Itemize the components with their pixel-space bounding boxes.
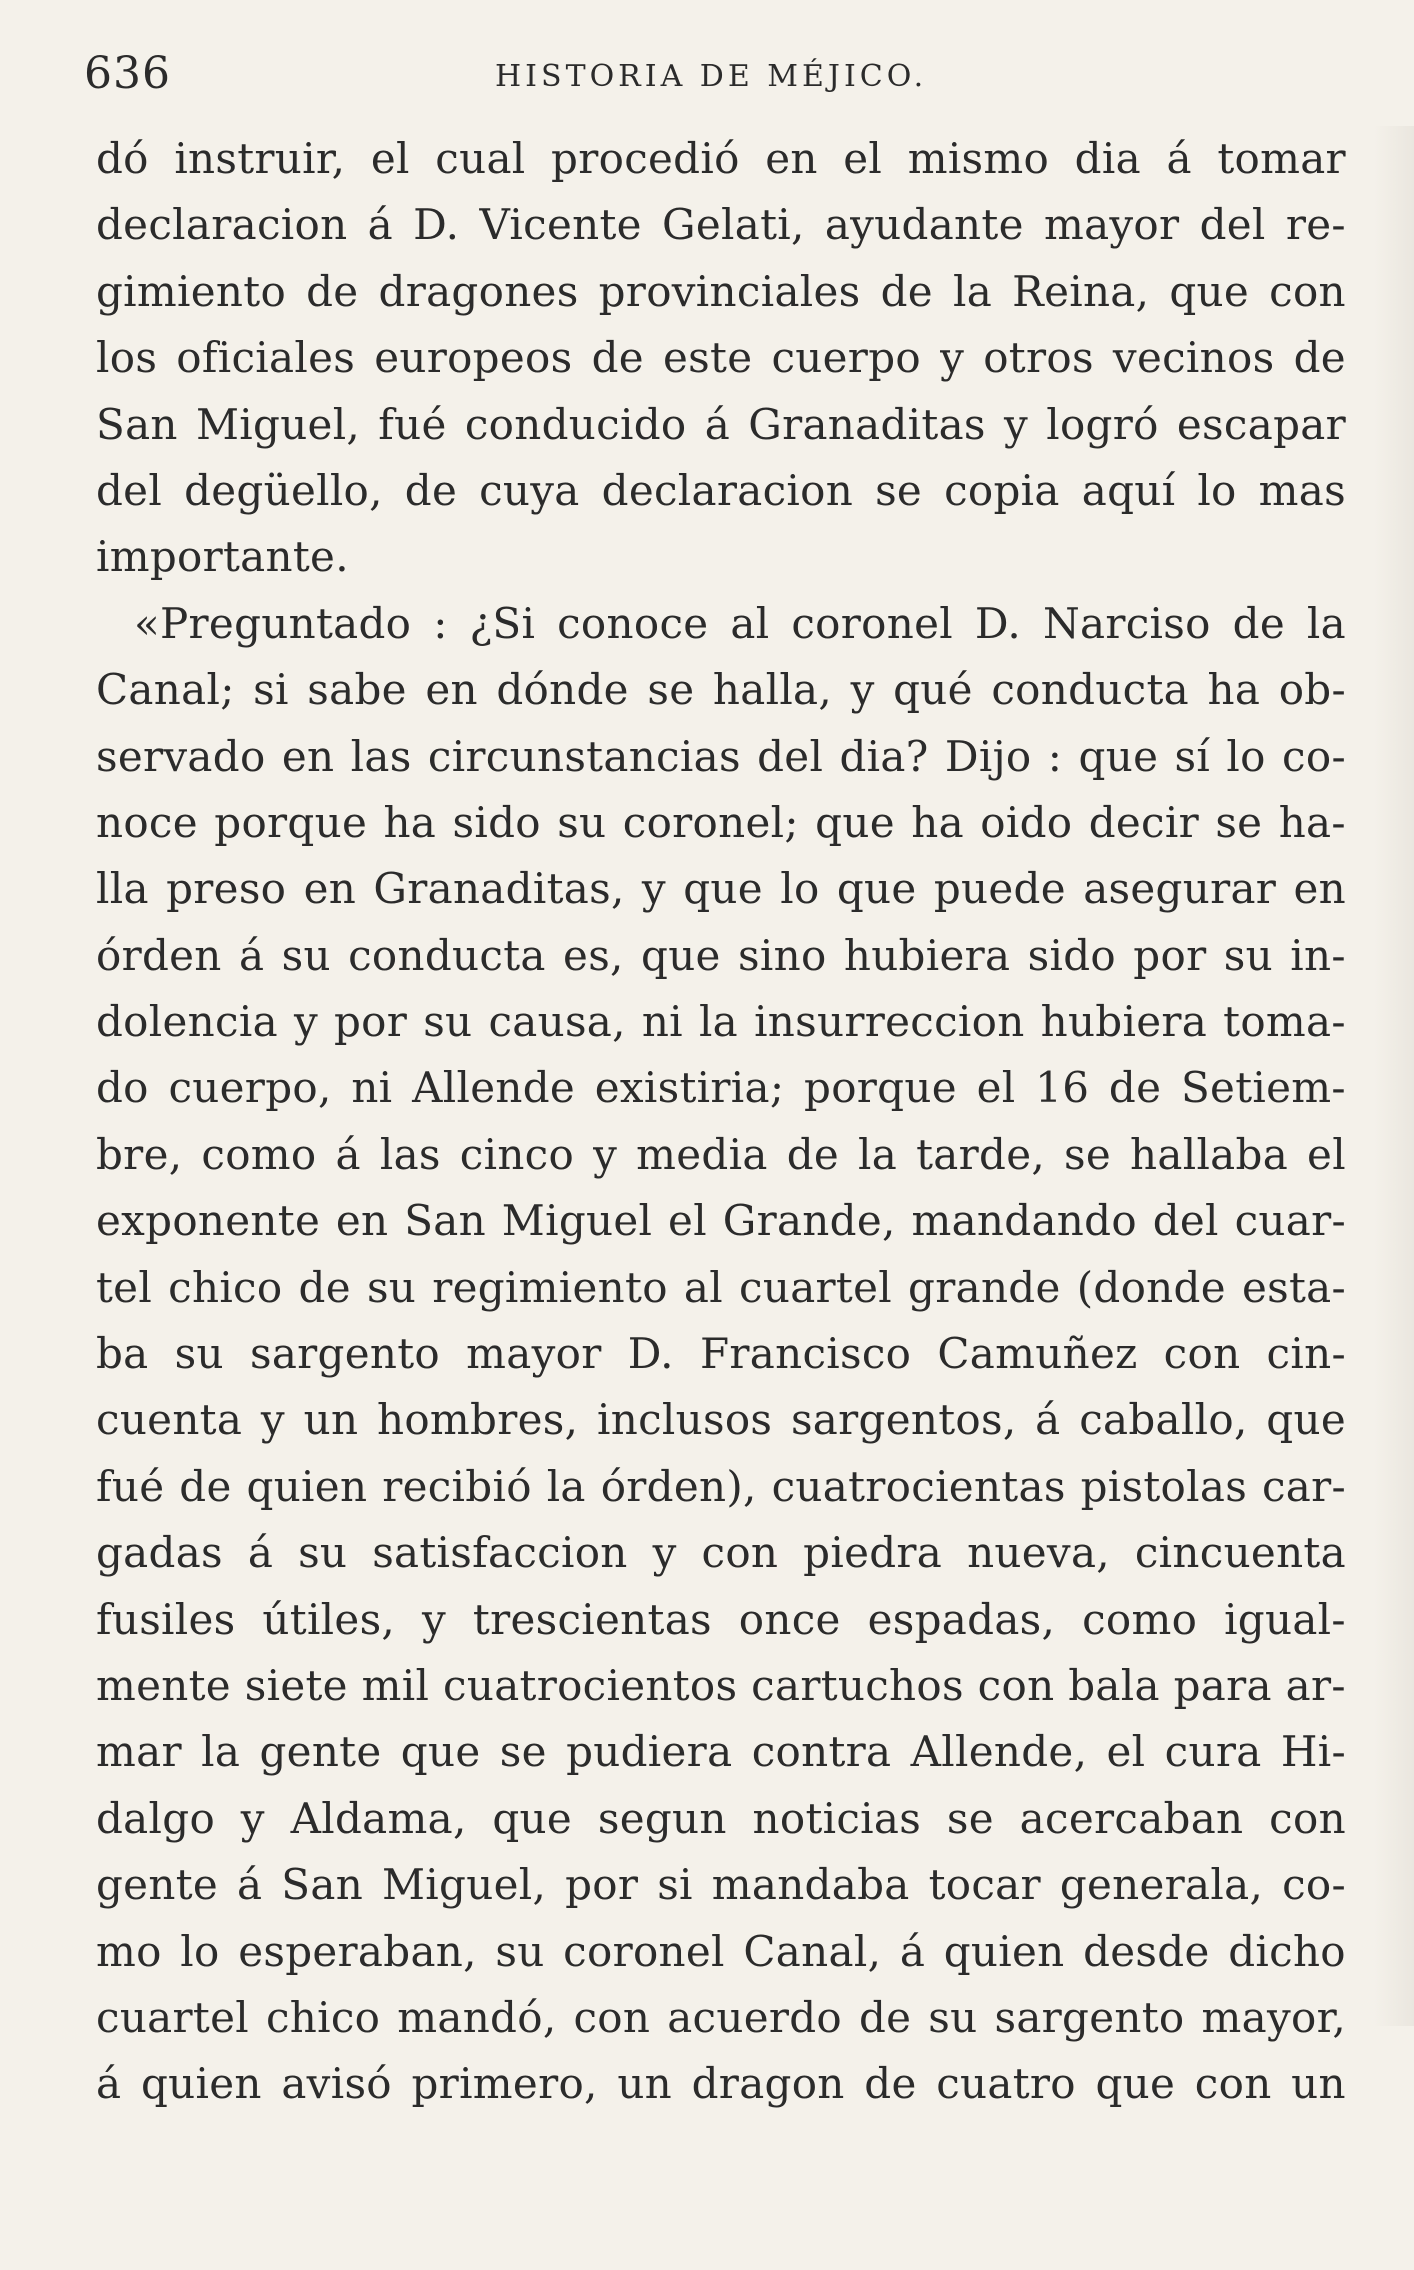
text-line: San Miguel, fué conducido á Granaditas y logró escapar [96,399,1346,449]
text-line: exponente en San Miguel el Grande, mandando del cuar- [96,1196,1346,1246]
text-line: tel chico de su regimiento al cuartel grande (donde esta- [96,1262,1346,1312]
page-number: 636 [84,48,171,99]
text-line: declaracion á D. Vicente Gelati, ayudante mayor del re- [96,200,1346,250]
text-line: á quien avisó primero, un dragon de cuatro que con un [96,2059,1346,2109]
text-line: los oficiales europeos de este cuerpo y otros vecinos de [96,333,1346,383]
text-line: servado en las circunstancias del dia? Dijo : que sí lo co- [96,731,1346,781]
text-line: dalgo y Aldama, que segun noticias se acercaban con [96,1793,1346,1843]
text-line: órden á su conducta es, que sino hubiera sido por su in- [96,930,1346,980]
text-line: fusiles útiles, y trescientas once espadas, como igual- [96,1594,1346,1644]
text-line: ba su sargento mayor D. Francisco Camuñez con cin- [96,1329,1346,1379]
page-header [0,0,1414,130]
text-line: «Preguntado : ¿Si conoce al coronel D. Narciso de la [134,598,1346,648]
text-line: bre, como á las cinco y media de la tarde, se hallaba el [96,1129,1346,1179]
text-line: do cuerpo, ni Allende existiria; porque el 16 de Setiem- [96,1063,1346,1113]
page-edge-shadow [1374,126,1414,2026]
text-line: cuartel chico mandó, con acuerdo de su sargento mayor, [96,1992,1346,2042]
text-line: gimiento de dragones provinciales de la Reina, que con [96,266,1346,316]
text-line: noce porque ha sido su coronel; que ha oido decir se ha- [96,797,1346,847]
text-line: gente á San Miguel, por si mandaba tocar generala, co- [96,1860,1346,1910]
text-line: gadas á su satisfaccion y con piedra nueva, cincuenta [96,1528,1346,1578]
body-text [96,126,1346,2118]
text-line: mente siete mil cuatrocientos cartuchos con bala para ar- [96,1660,1346,1710]
text-line: lla preso en Granaditas, y que lo que puede asegurar en [96,864,1346,914]
text-line: cuenta y un hombres, inclusos sargentos, á caballo, que [96,1395,1346,1445]
text-line: dó instruir, el cual procedió en el mismo dia á tomar [96,134,1346,183]
text-line: mo lo esperaban, su coronel Canal, á quien desde dicho [96,1926,1346,1976]
text-line: fué de quien recibió la órden), cuatrocientas pistolas car- [96,1461,1346,1511]
running-title: HISTORIA DE MÉJICO. [495,59,928,94]
text-line: Canal; si sabe en dónde se halla, y qué conducta ha ob- [96,665,1346,715]
text-line: importante. [96,532,349,582]
text-line: mar la gente que se pudiera contra Allende, el cura Hi- [96,1727,1346,1777]
text-line: dolencia y por su causa, ni la insurreccion hubiera toma- [96,997,1346,1047]
text-line: del degüello, de cuya declaracion se copia aquí lo mas [96,465,1346,515]
